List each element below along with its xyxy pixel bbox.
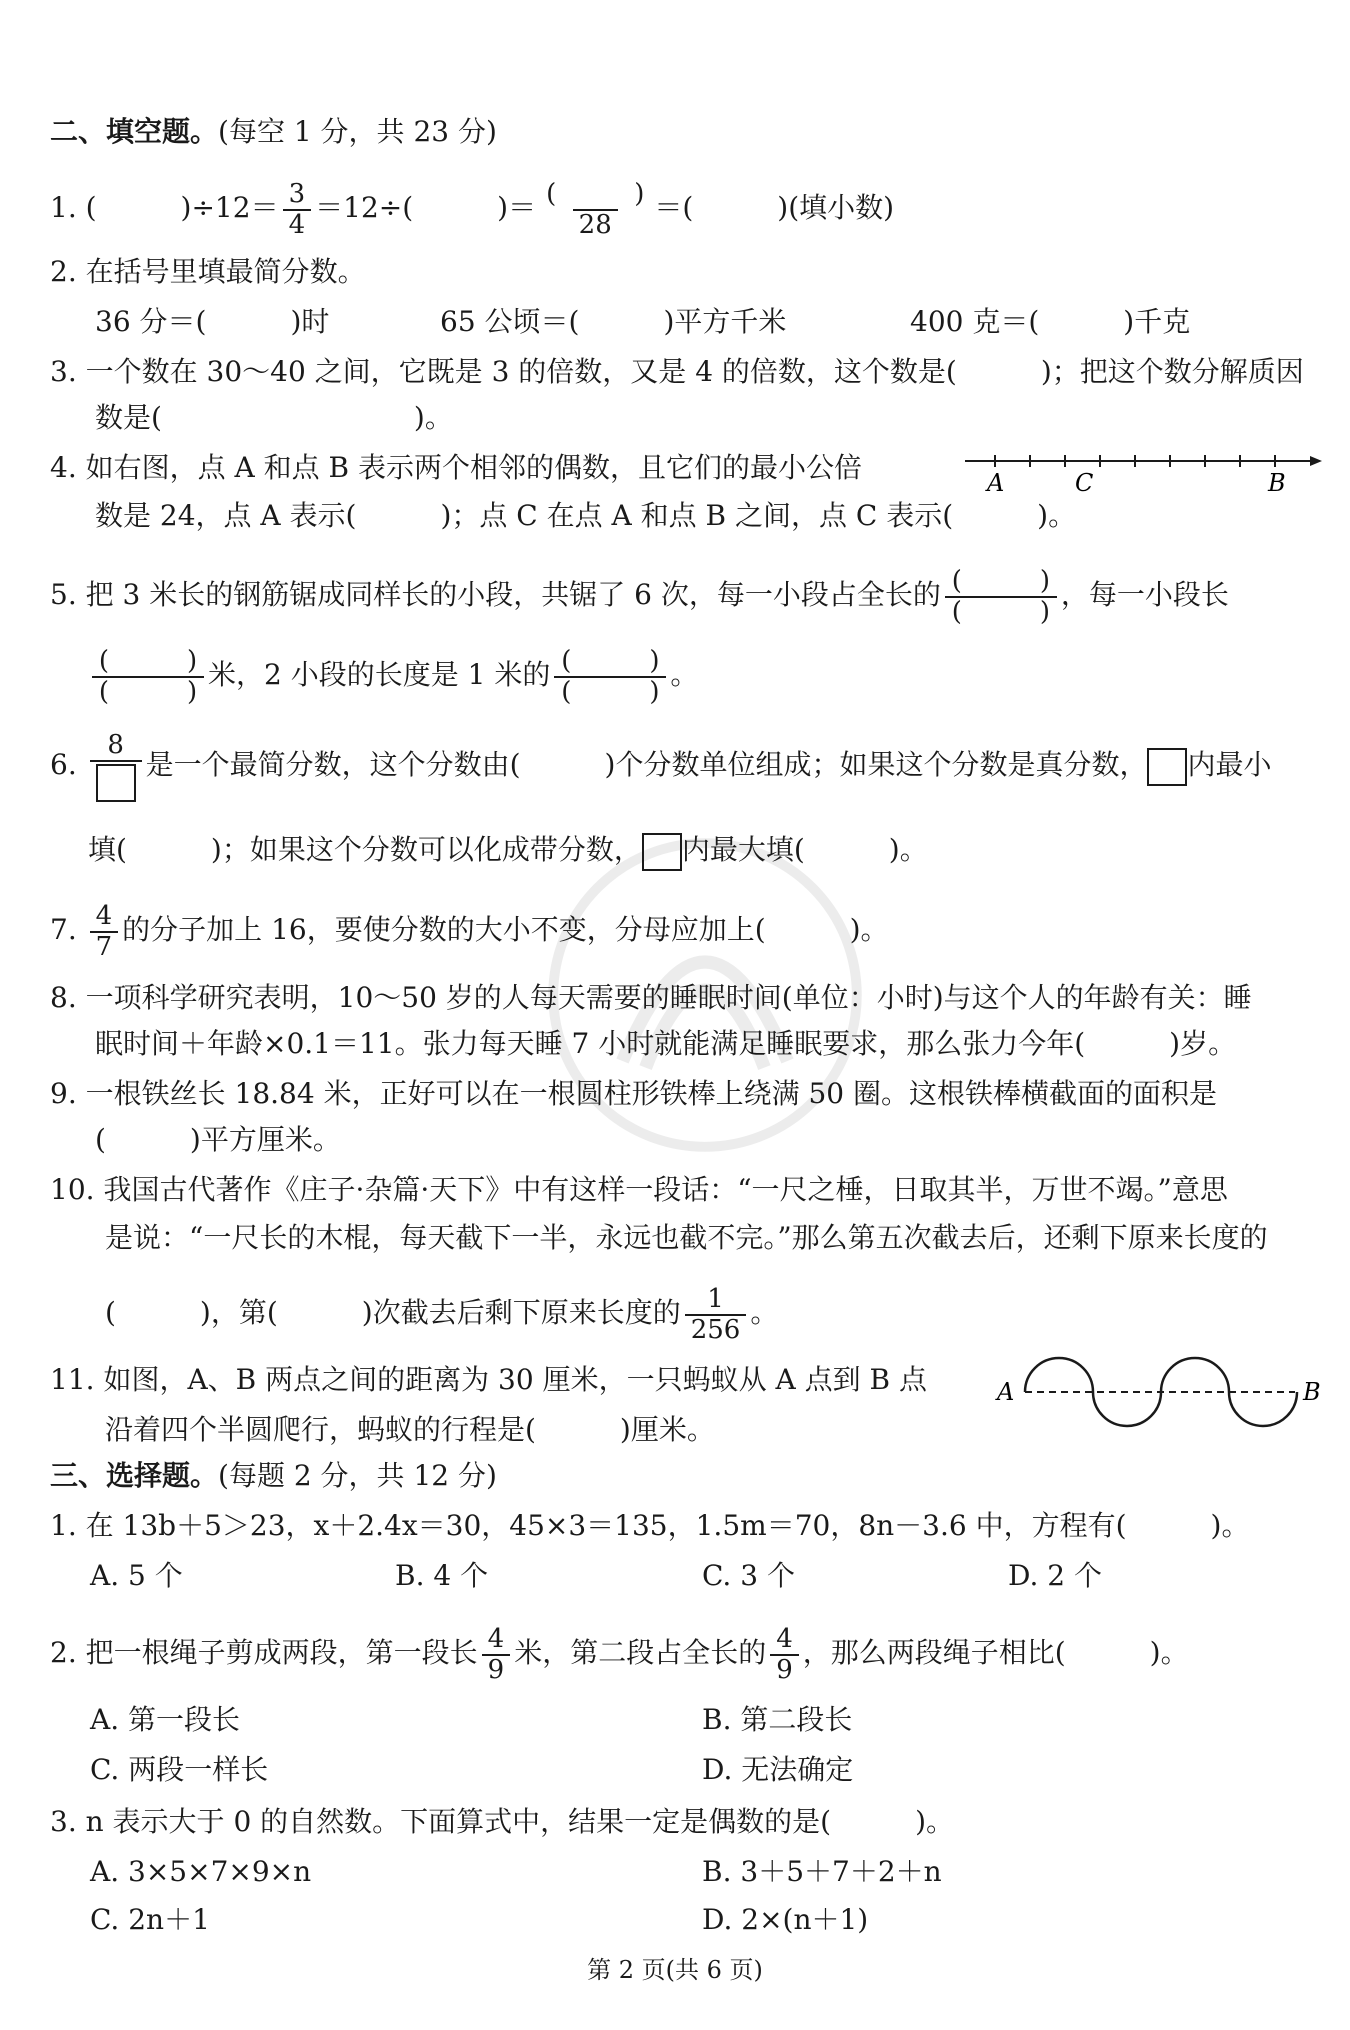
question-3: 3. 一个数在 30～40 之间，它既是 3 的倍数，又是 4 的倍数，这个数是( )；把这个数分解质因	[50, 355, 1304, 388]
fraction-box: 8	[90, 731, 142, 802]
choice-2-option-a[interactable]: A. 第一段长	[90, 1703, 241, 1736]
point-label-b: B	[1268, 469, 1286, 497]
fraction-blank: $\frac{( )}{( )}$	[92, 647, 204, 706]
question-number: 1.	[50, 191, 77, 224]
point-label-c: C	[1075, 469, 1094, 497]
choice-2-option-d[interactable]: D. 无法确定	[702, 1753, 854, 1786]
question-10: 10. 我国古代著作《庄子·杂篇·天下》中有这样一段话：“一尺之棰，日取其半，万世不竭。”意思	[50, 1173, 1228, 1206]
fraction: $\frac{3}{4}$	[283, 180, 312, 239]
section-note: (每空 1 分，共 23 分)	[218, 115, 497, 148]
q1-part-b: ＝12÷( )＝	[315, 191, 537, 224]
choice-3-option-a[interactable]: A. 3×5×7×9×n	[90, 1855, 312, 1888]
q9-line-2: ( )平方厘米。	[95, 1123, 341, 1156]
question-4: 4. 如右图，点 A 和点 B 表示两个相邻的偶数，且它们的最小公倍	[50, 451, 863, 484]
section-3-heading	[50, 1456, 497, 1496]
q2-item-2: 65 公顷＝( )平方千米	[440, 305, 787, 338]
choice-3-option-b[interactable]: B. 3＋5＋7＋2＋n	[702, 1855, 942, 1888]
choice-1-option-c[interactable]: C. 3 个	[702, 1559, 795, 1592]
q10-line-2: 是说：“一尺长的木棍，每天截下一半，永远也截不完。”那么第五次截去后，还剩下原来长度的	[105, 1221, 1268, 1254]
point-label-a: A	[987, 469, 1005, 497]
q1-part-c: ＝( )(填小数)	[654, 191, 895, 224]
choice-1-option-a[interactable]: A. 5 个	[90, 1559, 183, 1592]
answer-box	[1147, 748, 1187, 786]
section-title: 二、填空题。	[50, 115, 219, 148]
q2-item-1: 36 分＝( )时	[95, 305, 330, 338]
q4-line-2: 数是 24，点 A 表示( )；点 C 在点 A 和点 B 之间，点 C 表示( )。	[95, 499, 1077, 532]
q1-part-a: ( )÷12＝	[85, 191, 279, 224]
choice-2-option-b[interactable]: B. 第二段长	[702, 1703, 853, 1736]
endpoint-label-a: A	[997, 1378, 1015, 1406]
fraction-blank: $\frac{( )}{( )}$	[554, 647, 666, 706]
endpoint-label-b: B	[1303, 1378, 1321, 1406]
choice-1-option-d[interactable]: D. 2 个	[1008, 1559, 1102, 1592]
choice-3-option-c[interactable]: C. 2n＋1	[90, 1903, 210, 1936]
section-note: (每题 2 分，共 12 分)	[218, 1459, 497, 1492]
q2-item-3: 400 克＝( )千克	[910, 305, 1191, 338]
q10-line-3: ( )，第( )次截去后剩下原来长度的 $\frac{1}{256}$ 。	[105, 1283, 779, 1345]
question-5: 5. 把 3 米长的钢筋锯成同样长的小段，共锯了 6 次，每一小段占全长的 $\frac{( )}{( )}$ ，每一小段长	[50, 565, 1229, 627]
q6-line-2: 填( )；如果这个分数可以化成带分数， 内最大填( )。	[88, 820, 928, 880]
question-9: 9. 一根铁丝长 18.84 米，正好可以在一根圆柱形铁棒上绕满 50 圈。这根铁棒横截面的面积是	[50, 1077, 1218, 1110]
choice-question-1: 1. 在 13b＋5＞23，x＋2.4x＝30，45×3＝135，1.5m＝70，8n－3.6 中，方程有( )。	[50, 1509, 1250, 1542]
question-1	[50, 178, 894, 239]
choice-question-2: 2. 把一根绳子剪成两段，第一段长 $\frac{4}{9}$ 米，第二段占全长的 $\frac{4}{9}$ ，那么两段绳子相比( )。	[50, 1623, 1189, 1685]
answer-box	[642, 833, 682, 871]
page-footer: 第 2 页(共 6 页)	[587, 1956, 763, 1984]
q11-line-2: 沿着四个半圆爬行，蚂蚁的行程是( )厘米。	[105, 1413, 715, 1446]
choice-3-option-d[interactable]: D. 2×(n＋1)	[702, 1903, 869, 1936]
question-8: 8. 一项科学研究表明，10～50 岁的人每天需要的睡眠时间(单位：小时)与这个人的年龄有关：睡	[50, 981, 1252, 1014]
section-title: 三、选择题。	[50, 1459, 219, 1492]
question-11: 11. 如图，A、B 两点之间的距离为 30 厘米，一只蚂蚁从 A 点到 B 点	[50, 1363, 927, 1396]
fraction: $\frac{4}{9}$	[482, 1625, 511, 1684]
fraction: $\frac{4}{9}$	[770, 1625, 799, 1684]
section-2-heading	[50, 112, 497, 152]
q5-line-2: $\frac{( )}{( )}$ 米，2 小段的长度是 1 米的 $\frac{( )}{( )}$ 。	[88, 640, 698, 710]
q3-line-2: 数是( )。	[95, 401, 453, 434]
fraction-blank: $\frac{( )}{( )}$	[945, 567, 1057, 626]
question-7: 7. $\frac{4}{7}$ 的分子加上 16，要使分数的大小不变，分母应加上( )。	[50, 900, 889, 962]
semicircle-path-figure	[995, 1340, 1335, 1460]
question-2: 2. 在括号里填最简分数。	[50, 255, 366, 288]
fraction: $\frac{4}{7}$	[90, 902, 119, 961]
fraction: $\frac{1}{256}$	[685, 1285, 747, 1344]
question-6: 6. 8 是一个最简分数，这个分数由( )个分数单位组成；如果这个分数是真分数， 内最小	[50, 730, 1272, 802]
fraction: $\frac{( )}{28}$	[546, 178, 645, 240]
number-line-figure	[960, 445, 1330, 505]
answer-box	[96, 764, 136, 802]
choice-2-option-c[interactable]: C. 两段一样长	[90, 1753, 269, 1786]
q8-line-2: 眠时间＋年龄×0.1＝11。张力每天睡 7 小时就能满足睡眠要求，那么张力今年( )岁。	[95, 1027, 1237, 1060]
choice-1-option-b[interactable]: B. 4 个	[395, 1559, 489, 1592]
choice-question-3: 3. n 表示大于 0 的自然数。下面算式中，结果一定是偶数的是( )。	[50, 1805, 955, 1838]
